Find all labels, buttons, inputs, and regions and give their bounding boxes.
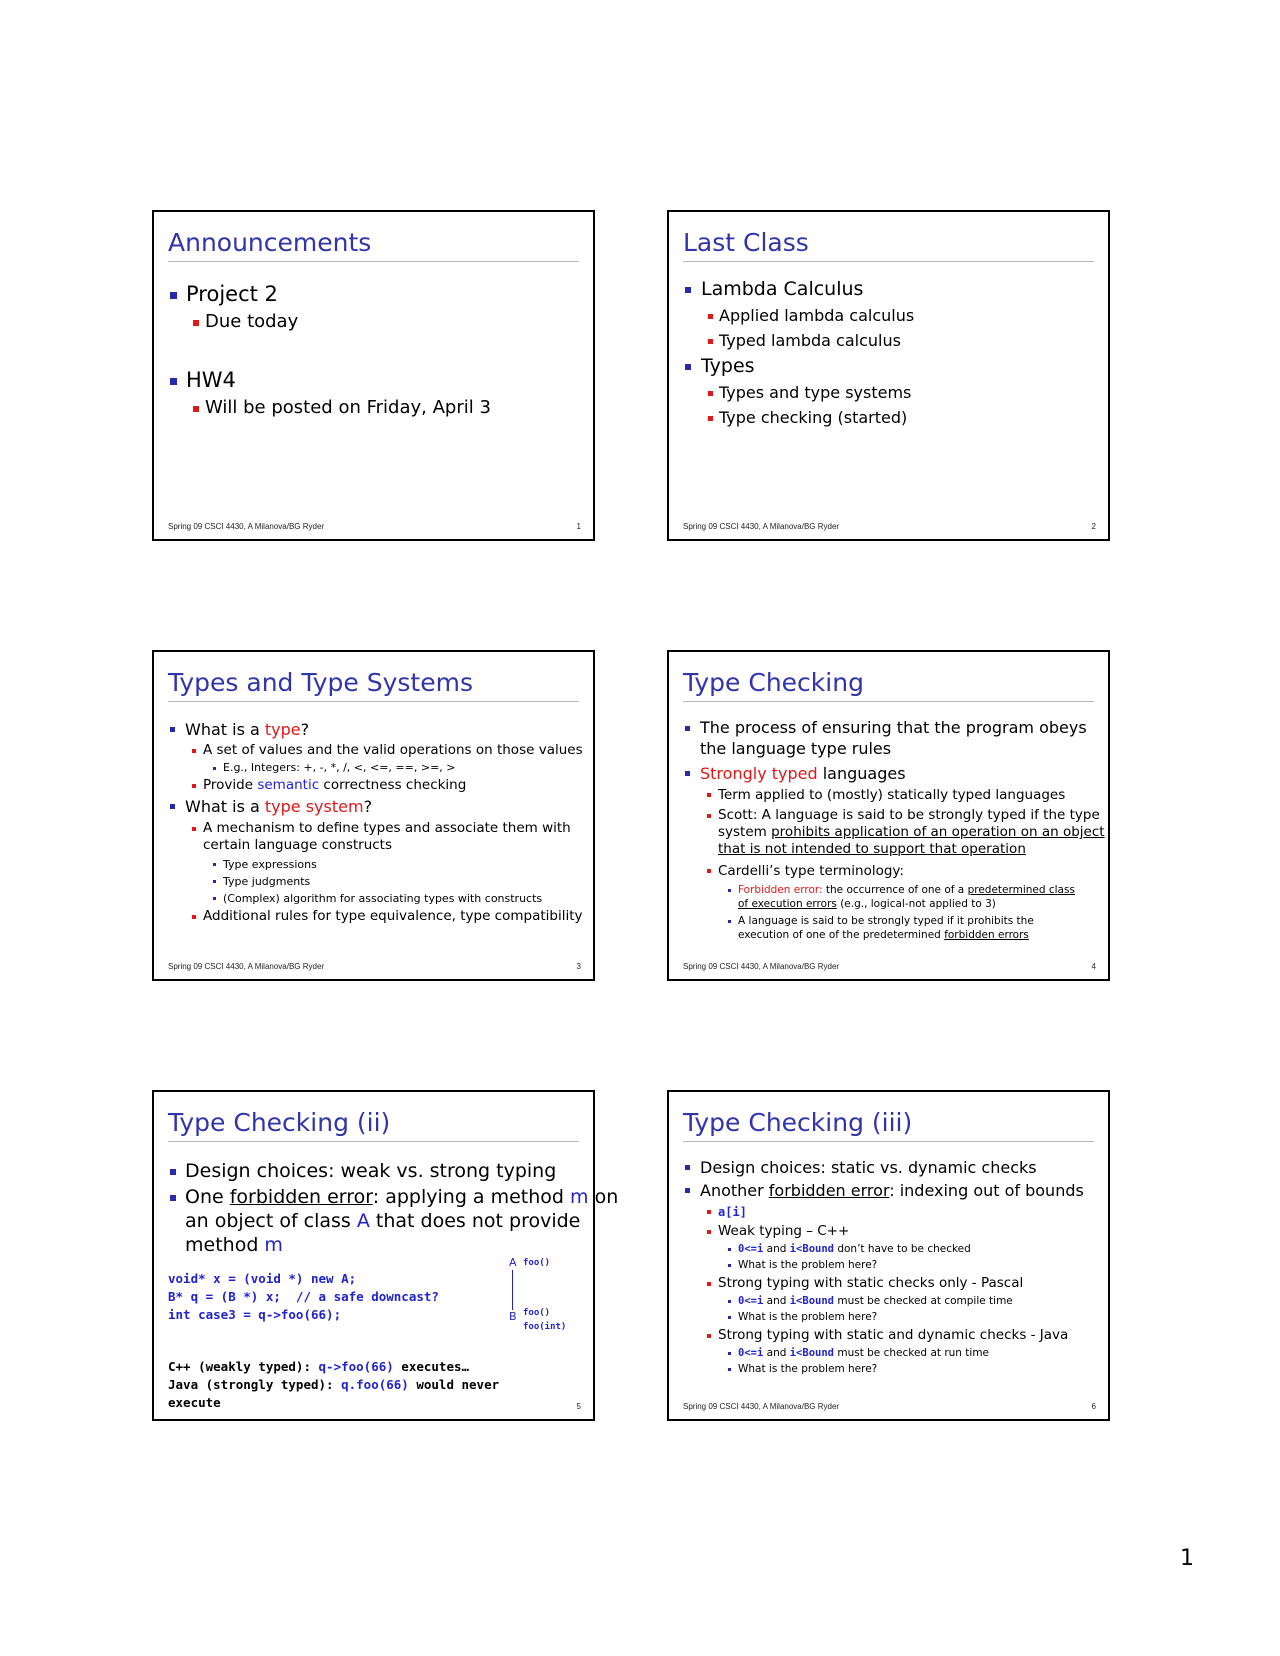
bullet-square-icon bbox=[708, 339, 713, 344]
bullet-square-icon bbox=[707, 1210, 711, 1214]
slide-number: 4 bbox=[1091, 962, 1096, 971]
sub-bullet: A set of values and the valid operations on those values bbox=[168, 741, 583, 760]
bullet-square-icon bbox=[728, 1300, 731, 1303]
bullet-square-icon bbox=[728, 920, 731, 923]
bullet-continuation: method m bbox=[185, 1234, 283, 1256]
slide-last-class bbox=[667, 210, 1110, 541]
sub-bullet: Will be posted on Friday, April 3 bbox=[168, 394, 583, 422]
slide-title: Type Checking bbox=[683, 668, 1094, 702]
bullet-square-icon bbox=[728, 1368, 731, 1371]
bullet: Project 2 bbox=[168, 280, 583, 308]
bullet-square-icon bbox=[707, 793, 711, 797]
sub-bullet: Type checking (started) bbox=[683, 405, 1098, 430]
sub-bullet: Cardelli’s type terminology: bbox=[683, 861, 1098, 881]
bullet-square-icon bbox=[193, 406, 199, 412]
code-line: void* x = (void *) new A; bbox=[168, 1271, 357, 1286]
sub-sub-bullet: What is the problem here? bbox=[683, 1309, 1098, 1326]
bullet-square-icon bbox=[707, 869, 711, 873]
bullet-square-icon bbox=[685, 726, 690, 731]
sub-sub-bullet: Forbidden error: the occurrence of one of a predetermined class bbox=[683, 883, 1098, 897]
class-a-method: foo() bbox=[523, 1258, 551, 1268]
slide-footer: Spring 09 CSCI 4430, A Milanova/BG Ryder bbox=[168, 522, 325, 531]
page-number: 1 bbox=[1180, 1546, 1194, 1571]
slide-number: 1 bbox=[576, 522, 581, 531]
sub-sub-bullet-continuation: execution of one of the predetermined forbidden errors bbox=[738, 929, 1029, 941]
bullet-square-icon bbox=[213, 880, 216, 883]
sub-bullet: Types and type systems bbox=[683, 380, 1098, 405]
code-line: int case3 = q->foo(66); bbox=[168, 1307, 342, 1322]
bullet: Types bbox=[683, 353, 1098, 380]
bullet-square-icon bbox=[685, 1188, 690, 1193]
bullet: Design choices: weak vs. strong typing bbox=[168, 1158, 583, 1185]
bullet: Design choices: static vs. dynamic checks bbox=[683, 1156, 1098, 1179]
sub-bullet-continuation: certain language constructs bbox=[203, 837, 393, 853]
slide-types-and-type-systems bbox=[152, 650, 595, 981]
sub-bullet: Provide semantic correctness checking bbox=[168, 776, 583, 795]
sub-sub-bullet: 0<=i and i<Bound must be checked at run time bbox=[683, 1345, 1098, 1361]
bullet-square-icon bbox=[192, 784, 196, 788]
bullet-square-icon bbox=[192, 827, 196, 831]
bullet: What is a type? bbox=[168, 718, 583, 741]
bullet-square-icon bbox=[708, 314, 713, 319]
bullet: Strongly typed languages bbox=[683, 762, 1098, 785]
bullet-square-icon bbox=[728, 1352, 731, 1355]
sub-sub-bullet: (Complex) algorithm for associating types with constructs bbox=[168, 890, 583, 907]
bullet-square-icon bbox=[728, 1264, 731, 1267]
slide-title: Types and Type Systems bbox=[168, 668, 579, 702]
bullet-continuation: the language type rules bbox=[700, 739, 892, 758]
bullet-square-icon bbox=[707, 1282, 711, 1286]
bullet-square-icon bbox=[170, 292, 177, 299]
slide-title: Last Class bbox=[683, 228, 1094, 262]
sub-sub-bullet-continuation: of execution errors (e.g., logical-not applied to 3) bbox=[738, 898, 996, 910]
bullet-square-icon bbox=[213, 863, 216, 866]
bullet: The process of ensuring that the program obeys bbox=[683, 717, 1098, 738]
bullet: Another forbidden error: indexing out of bounds bbox=[683, 1179, 1098, 1202]
slide-footer: Spring 09 CSCI 4430, A Milanova/BG Ryder bbox=[168, 962, 325, 971]
slide-title: Type Checking (ii) bbox=[168, 1108, 579, 1142]
class-hierarchy-diagram bbox=[509, 1256, 589, 1338]
sub-sub-bullet: 0<=i and i<Bound must be checked at compile time bbox=[683, 1293, 1098, 1309]
bullet-square-icon bbox=[707, 1230, 711, 1234]
slide-number: 3 bbox=[576, 962, 581, 971]
slide-footer: Spring 09 CSCI 4430, A Milanova/BG Ryder bbox=[683, 522, 840, 531]
slide-footer: Spring 09 CSCI 4430, A Milanova/BG Ryder bbox=[683, 962, 840, 971]
sub-sub-bullet: What is the problem here? bbox=[683, 1257, 1098, 1274]
bullet-square-icon bbox=[708, 391, 713, 396]
code-line: B* q = (B *) x; // a safe downcast? bbox=[168, 1289, 439, 1304]
bullet-square-icon bbox=[213, 767, 216, 770]
bullet-square-icon bbox=[170, 1169, 176, 1175]
sub-bullet: Strong typing with static and dynamic checks - Java bbox=[683, 1326, 1098, 1345]
sub-bullet: Strong typing with static checks only - Pascal bbox=[683, 1274, 1098, 1293]
sub-sub-bullet: A language is said to be strongly typed if it prohibits the bbox=[683, 914, 1098, 928]
bullet: What is a type system? bbox=[168, 795, 583, 818]
slide-number: 5 bbox=[576, 1402, 581, 1411]
bullet-square-icon bbox=[707, 814, 711, 818]
bullet-square-icon bbox=[170, 1195, 176, 1201]
class-a-label: A bbox=[509, 1256, 517, 1269]
slide-number: 2 bbox=[1091, 522, 1096, 531]
bullet: One forbidden error: applying a method m on bbox=[168, 1185, 583, 1209]
bullet-continuation: an object of class A that does not provide bbox=[185, 1210, 581, 1232]
bullet-square-icon bbox=[192, 915, 196, 919]
class-b-label: B bbox=[509, 1310, 517, 1323]
bullet-square-icon bbox=[170, 378, 177, 385]
bullet: Lambda Calculus bbox=[683, 276, 1098, 303]
sub-bullet: A mechanism to define types and associate them with bbox=[168, 820, 583, 837]
bullet-square-icon bbox=[685, 287, 691, 293]
slide-title: Type Checking (iii) bbox=[683, 1108, 1094, 1142]
slide-type-checking-iii bbox=[667, 1090, 1110, 1421]
sub-bullet: Typed lambda calculus bbox=[683, 328, 1098, 353]
sub-sub-bullet: E.g., Integers: +, -, *, /, <, <=, ==, >=, > bbox=[168, 760, 583, 776]
bullet-square-icon bbox=[728, 1248, 731, 1251]
slide-type-checking bbox=[667, 650, 1110, 981]
sub-bullet: Scott: A language is said to be strongly typed if the type bbox=[683, 807, 1098, 824]
sub-bullet: a[i] bbox=[683, 1202, 1098, 1222]
slide-announcements bbox=[152, 210, 595, 541]
bullet-square-icon bbox=[708, 416, 713, 421]
slide-type-checking-ii bbox=[152, 1090, 619, 1421]
sub-sub-bullet: What is the problem here? bbox=[683, 1361, 1098, 1377]
bullet-square-icon bbox=[170, 804, 175, 809]
bullet-square-icon bbox=[728, 1316, 731, 1319]
sub-bullet: Applied lambda calculus bbox=[683, 303, 1098, 328]
sub-bullet: Term applied to (mostly) statically typed languages bbox=[683, 785, 1098, 805]
code-block bbox=[168, 1270, 439, 1324]
class-b-method: foo() bbox=[523, 1308, 551, 1318]
bullet-square-icon bbox=[685, 771, 690, 776]
slide-title: Announcements bbox=[168, 228, 579, 262]
sub-bullet: Additional rules for type equivalence, type compatibility bbox=[168, 907, 583, 926]
bullet: HW4 bbox=[168, 366, 583, 394]
bullet-square-icon bbox=[213, 897, 216, 900]
sub-bullet: Weak typing – C++ bbox=[683, 1222, 1098, 1241]
sub-sub-bullet: 0<=i and i<Bound don’t have to be checked bbox=[683, 1241, 1098, 1257]
bullet-square-icon bbox=[728, 889, 731, 892]
sub-bullet: Due today bbox=[168, 308, 583, 336]
bullet-square-icon bbox=[685, 364, 691, 370]
bullet-square-icon bbox=[192, 749, 196, 753]
sub-bullet-continuation: system prohibits application of an operation on an object bbox=[718, 824, 1105, 840]
bullet-square-icon bbox=[685, 1165, 690, 1170]
bullet-square-icon bbox=[193, 320, 199, 326]
result-text: C++ (weakly typed): q->foo(66) executes… Java (strongly typed): q.foo(66) would never execute bbox=[168, 1359, 500, 1410]
bullet-square-icon bbox=[707, 1334, 711, 1338]
bullet-square-icon bbox=[170, 727, 175, 732]
slide-number: 6 bbox=[1091, 1402, 1096, 1411]
inheritance-line bbox=[512, 1270, 513, 1310]
sub-sub-bullet: Type expressions bbox=[168, 856, 583, 873]
class-b-method: foo(int) bbox=[523, 1322, 567, 1332]
sub-bullet-continuation: that is not intended to support that operation bbox=[718, 841, 1026, 857]
sub-sub-bullet: Type judgments bbox=[168, 873, 583, 890]
slide-footer: Spring 09 CSCI 4430, A Milanova/BG Ryder bbox=[683, 1402, 840, 1411]
